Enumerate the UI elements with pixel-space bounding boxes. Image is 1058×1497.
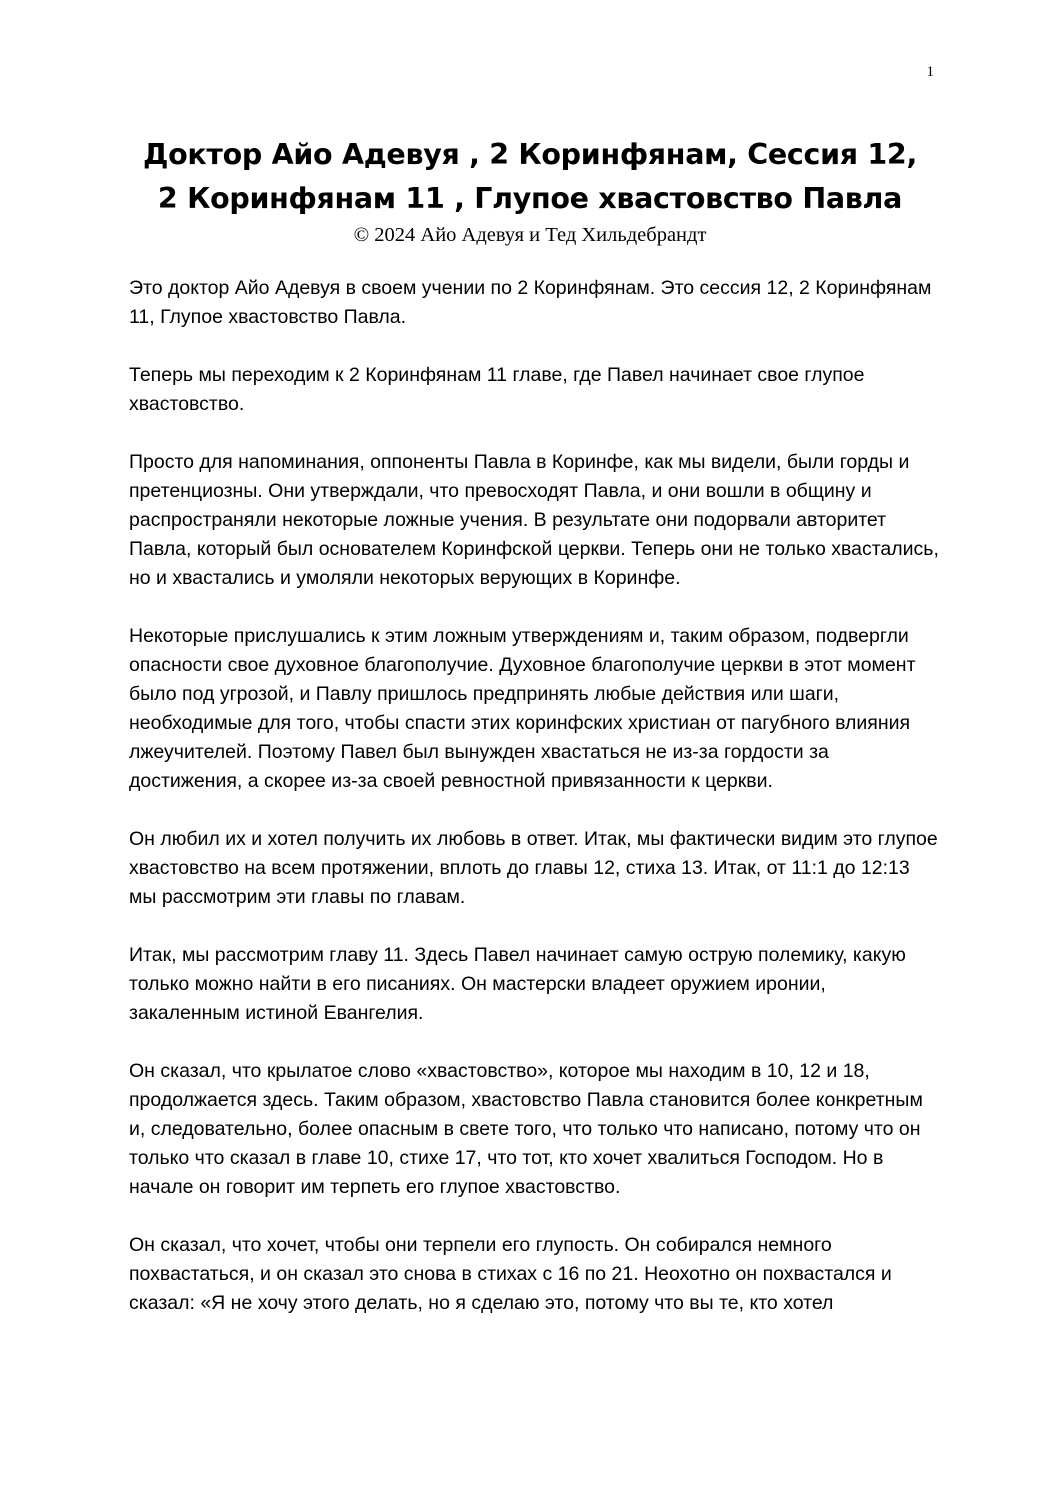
paragraph: Итак, мы рассмотрим главу 11. Здесь Павел начинает самую острую полемику, какую только можно найти в его писаниях. Он мастерски владеет оружием иронии, закаленным истиной Евангелия. xyxy=(129,944,906,1024)
title-line-2: 2 Коринфянам 11 , Глупое хвастовство Павла xyxy=(157,182,903,215)
title-line-1: Доктор Айо Адевуя , 2 Коринфянам, Сессия 12, xyxy=(143,138,917,171)
document-title xyxy=(90,133,970,221)
document-body xyxy=(129,274,941,1347)
paragraph: Просто для напоминания, оппоненты Павла в Коринфе, как мы видели, были горды и претенциозны. Они утверждали, что превосходят Павла, и они вошли в общину и распространяли некоторые ложные учения. В результате они подорвали авторитет Павла, который был основателем Коринфской церкви. Теперь они не только хвастались, но и хвастались и умоляли некоторых верующих в Коринфе. xyxy=(129,451,939,589)
copyright-line: © 2024 Айо Адевуя и Тед Хильдебрандт xyxy=(353,224,707,246)
paragraph: Он сказал, что крылатое слово «хвастовство», которое мы находим в 10, 12 и 18, продолжается здесь. Таким образом, хвастовство Павла становится более конкретным и, следовательно, более опасным в свете того, что только что написано, потому что он только что сказал в главе 10, стихе 17, что тот, кто хочет хвалиться Господом. Но в начале он говорит им терпеть его глупое хвастовство. xyxy=(129,1060,923,1198)
paragraph: Некоторые прислушались к этим ложным утверждениям и, таким образом, подвергли опасности свое духовное благополучие. Духовное благополучие церкви в этот момент было под угрозой, и Павлу пришлось предпринять любые действия или шаги, необходимые для того, чтобы спасти этих коринфских христиан от пагубного влияния лжеучителей. Поэтому Павел был вынужден хвастаться не из-за гордости за достижения, а скорее из-за своей ревностной привязанности к церкви. xyxy=(129,625,916,792)
page-number: 1 xyxy=(926,64,934,80)
paragraph: Он сказал, что хочет, чтобы они терпели его глупость. Он собирался немного похвастаться, и он сказал это снова в стихах с 16 по 21. Неохотно он похвастался и сказал: «Я не хочу этого делать, но я сделаю это, потому что вы те, кто хотел xyxy=(129,1234,892,1314)
paragraph: Теперь мы переходим к 2 Коринфянам 11 главе, где Павел начинает свое глупое хвастовство. xyxy=(129,364,865,415)
paragraph: Это доктор Айо Адевуя в своем учении по 2 Коринфянам. Это сессия 12, 2 Коринфянам 11, Глупое хвастовство Павла. xyxy=(129,277,932,328)
paragraph: Он любил их и хотел получить их любовь в ответ. Итак, мы фактически видим это глупое хвастовство на всем протяжении, вплоть до главы 12, стиха 13. Итак, от 11:1 до 12:13 мы рассмотрим эти главы по главам. xyxy=(129,828,938,908)
